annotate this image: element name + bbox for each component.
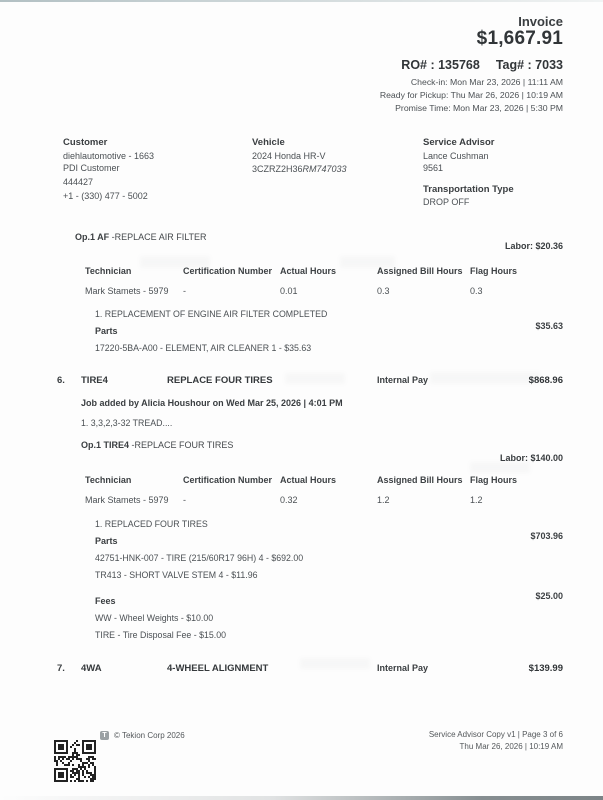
scan-ghost — [300, 658, 370, 669]
job6-name: REPLACE FOUR TIRES — [167, 375, 273, 386]
col-header-technician: Technician — [85, 266, 132, 276]
job6-op-title — [81, 440, 233, 450]
ro-number: RO# : 135768 — [401, 58, 480, 72]
job6-amount: $868.96 — [528, 375, 563, 386]
job6-code: TIRE4 — [81, 375, 108, 386]
op-af-code: Op.1 AF — [75, 232, 110, 242]
op-af-title — [75, 232, 207, 242]
af-assigned-bill-hours: 0.3 — [377, 286, 390, 296]
vin-prefix: 3CZRZ2H36 — [252, 164, 303, 174]
vehicle-vin — [252, 164, 347, 174]
job6-labor-total: Labor: $140.00 — [499, 453, 563, 463]
copyright-line: © Tekion Corp 2026 — [114, 731, 185, 740]
af-certification: - — [183, 286, 186, 296]
job6-tread-note: 1. 3,3,2,3-32 TREAD.... — [81, 418, 173, 428]
job6-added-note: Job added by Alicia Houshour on Wed Mar 25, 2026 | 4:01 PM — [81, 398, 343, 408]
af-actual-hours: 0.01 — [280, 286, 298, 296]
af-parts-total: $35.63 — [535, 321, 563, 331]
scan-ghost — [470, 462, 530, 473]
service-advisor-name: Lance Cushman — [423, 151, 489, 161]
transportation-type-value: DROP OFF — [423, 197, 470, 207]
scan-ghost — [430, 372, 540, 384]
vin-suffix: RM747033 — [302, 164, 347, 174]
scan-edge-top — [0, 0, 603, 2]
job6-op-desc: -REPLACE FOUR TIRES — [129, 440, 234, 450]
af-story-line: 1. REPLACEMENT OF ENGINE AIR FILTER COMPLETED — [95, 309, 328, 319]
job7-number: 7. — [57, 663, 65, 674]
customer-label: Customer — [63, 137, 108, 148]
job7-amount: $139.99 — [528, 663, 563, 674]
job6-number: 6. — [57, 375, 65, 386]
service-advisor-label: Service Advisor — [423, 137, 495, 148]
job6-actual-hours: 0.32 — [280, 495, 298, 505]
job6-parts-label: Parts — [95, 536, 118, 546]
customer-type: PDI Customer — [63, 163, 120, 173]
job6-certification: - — [183, 495, 186, 505]
af-part-line: 17220-5BA-A00 - ELEMENT, AIR CLEANER 1 - $35.63 — [95, 343, 312, 353]
op-af-desc: -REPLACE AIR FILTER — [109, 232, 207, 242]
promise-time-line: Promise Time: Mon Mar 23, 2026 | 5:30 PM — [395, 103, 563, 113]
col-header-assigned-bill-hours: Assigned Bill Hours — [377, 475, 463, 485]
job6-fee-line-2: TIRE - Tire Disposal Fee - $15.00 — [95, 630, 227, 640]
customer-id: 444427 — [63, 177, 94, 187]
invoice-amount: $1,667.91 — [476, 28, 563, 49]
job7-code: 4WA — [81, 663, 102, 674]
tekion-logo-icon: T — [100, 731, 109, 740]
job6-fee-line-1: WW - Wheel Weights - $10.00 — [95, 613, 214, 623]
af-flag-hours: 0.3 — [470, 286, 483, 296]
job6-assigned-bill-hours: 1.2 — [377, 495, 390, 505]
job6-fees-label: Fees — [95, 596, 116, 606]
job6-story-line: 1. REPLACED FOUR TIRES — [95, 519, 208, 529]
col-header-actual-hours: Actual Hours — [280, 475, 337, 485]
scan-ghost — [285, 373, 345, 384]
copy-page-info: Service Advisor Copy v1 | Page 3 of 6 — [428, 730, 563, 739]
check-in-line: Check-in: Mon Mar 23, 2026 | 11:11 AM — [410, 77, 563, 87]
job6-op-code: Op.1 TIRE4 — [81, 440, 130, 450]
invoice-title: Invoice — [518, 14, 563, 29]
transportation-type-label: Transportation Type — [423, 184, 514, 195]
ro-tag-line — [401, 58, 563, 72]
col-header-flag-hours: Flag Hours — [470, 266, 518, 276]
af-technician: Mark Stamets - 5979 — [85, 286, 169, 296]
col-header-actual-hours: Actual Hours — [280, 266, 337, 276]
customer-phone: +1 - (330) 477 - 5002 — [63, 191, 148, 201]
col-header-flag-hours: Flag Hours — [470, 475, 518, 485]
qr-code — [54, 740, 96, 782]
job7-name: 4-WHEEL ALIGNMENT — [167, 663, 269, 674]
af-parts-label: Parts — [95, 326, 118, 336]
col-header-certification: Certification Number — [183, 266, 273, 276]
col-header-technician: Technician — [85, 475, 132, 485]
ready-for-pickup-line: Ready for Pickup: Thu Mar 26, 2026 | 10:19 AM — [379, 90, 563, 100]
tag-number: Tag# : 7033 — [495, 58, 563, 72]
op-af-labor-total: Labor: $20.36 — [504, 241, 563, 251]
job6-part-line-2: TR413 - SHORT VALVE STEM 4 - $11.96 — [95, 570, 258, 580]
job6-part-line-1: 42751-HNK-007 - TIRE (215/60R17 96H) 4 - $692.00 — [95, 553, 304, 563]
col-header-certification: Certification Number — [183, 475, 273, 485]
job6-fees-total: $25.00 — [535, 591, 563, 601]
vehicle-model: 2024 Honda HR-V — [252, 151, 326, 161]
job6-parts-total: $703.96 — [530, 531, 563, 541]
job6-technician: Mark Stamets - 5979 — [85, 495, 169, 505]
col-header-assigned-bill-hours: Assigned Bill Hours — [377, 266, 463, 276]
customer-name: diehlautomotive - 1663 — [63, 151, 155, 161]
job6-flag-hours: 1.2 — [470, 495, 483, 505]
job7-pay-type: Internal Pay — [377, 663, 429, 673]
job6-pay-type: Internal Pay — [377, 375, 429, 385]
vehicle-label: Vehicle — [252, 137, 285, 148]
print-timestamp: Thu Mar 26, 2026 | 10:19 AM — [459, 742, 563, 751]
service-advisor-number: 9561 — [423, 163, 444, 173]
scan-edge-bottom — [0, 796, 603, 800]
